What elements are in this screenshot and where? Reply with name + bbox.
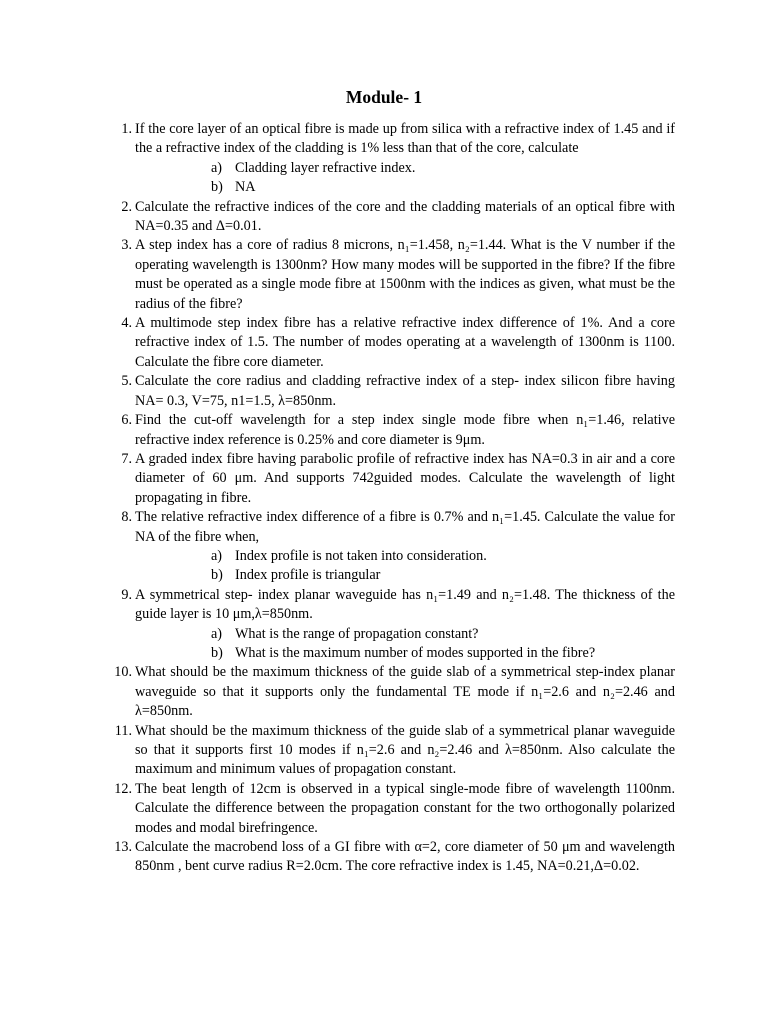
question-item bbox=[100, 780, 675, 838]
question-text: Calculate the core radius and cladding refractive index of a step- index silicon fibre having NA= 0.3, V=75, n1=1.5, λ=850nm. bbox=[135, 373, 675, 409]
sub-question-text: What is the range of propagation constant? bbox=[235, 625, 479, 642]
question-number: 13. bbox=[114, 839, 132, 856]
sub-question-label: b) bbox=[211, 179, 223, 196]
page-title: Module- 1 bbox=[345, 87, 423, 107]
question-number: 8. bbox=[121, 509, 132, 526]
question-item bbox=[100, 236, 675, 314]
question-text: Calculate the refractive indices of the core and the cladding materials of an optical fibre with NA=0.35 and Δ=0.01. bbox=[135, 198, 675, 235]
question-text: A step index has a core of radius 8 microns, n₁=1.458, n₂=1.44. What is the V number if the operating wavelength is 1300nm? How many modes will be supported in the fibre? If the fibre must be operated as a single mode fibre at 1500nm with the indices as given, what must be the radius of the fibre? bbox=[135, 237, 675, 312]
sub-question-item bbox=[100, 159, 675, 178]
sub-question-label: b) bbox=[211, 567, 223, 584]
sub-question-label: a) bbox=[211, 159, 223, 176]
sub-question-label: a) bbox=[211, 547, 223, 564]
question-text: A multimode step index fibre has a relative refractive index difference of 1%. And a core refractive index of 1.5. The number of modes operating at a wavelength of 1300nm is 1100. Calculate the fibre core diameter. bbox=[135, 315, 675, 370]
question-number: 7. bbox=[121, 450, 132, 467]
question-number: 4. bbox=[121, 315, 132, 332]
sub-question-text: NA bbox=[235, 179, 256, 196]
question-text: A symmetrical step- index planar waveguide has n₁=1.49 and n₂=1.48. The thickness of the guide layer is 10 μm,λ=850nm. bbox=[135, 586, 675, 623]
sub-question-label: b) bbox=[211, 644, 223, 661]
question-item bbox=[100, 198, 675, 237]
question-text: A graded index fibre having parabolic profile of refractive index has NA=0.3 in air and a core diameter of 60 μm. And supports 742guided modes. Calculate the wavelength of light propagating in fibre. bbox=[135, 450, 675, 506]
question-number: 11. bbox=[114, 722, 132, 739]
question-text: If the core layer of an optical fibre is made up from silica with a refractive index of 1.45 and if the a refractive index of the cladding is 1% less than that of the core, calculate bbox=[135, 121, 675, 157]
question-item bbox=[100, 314, 675, 372]
question-number: 2. bbox=[121, 198, 132, 215]
question-number: 6. bbox=[121, 412, 132, 429]
question-text: The beat length of 12cm is observed in a typical single-mode fibre of wavelength 1100nm. Calculate the difference between the propagation constant for the two orthogonally polarized modes and modal birefringence. bbox=[135, 780, 675, 836]
sub-question-label: a) bbox=[211, 625, 223, 642]
question-text: What should be the maximum thickness of the guide slab of a symmetrical planar waveguide so that it supports first 10 modes if n₁=2.6 and n₂=2.46 and λ=850nm. Also calculate the maximum and minimum values of propagation constant. bbox=[135, 722, 675, 778]
question-number: 3. bbox=[121, 237, 132, 254]
question-text: Calculate the macrobend loss of a GI fibre with α=2, core diameter of 50 μm and wavelength 850nm , bent curve radius R=2.0cm. The core refractive index is 1.45, NA=0.21,Δ=0.02. bbox=[135, 839, 675, 875]
sub-question-item bbox=[100, 178, 675, 197]
question-text: Find the cut-off wavelength for a step index single mode fibre when n₁=1.46, relative refractive index reference is 0.25% and core diameter is 9μm. bbox=[135, 412, 675, 448]
sub-question-text: Cladding layer refractive index. bbox=[235, 159, 416, 176]
question-item bbox=[100, 722, 675, 780]
sub-question-item bbox=[100, 625, 675, 644]
question-number: 9. bbox=[121, 586, 132, 603]
sub-question-item bbox=[100, 644, 675, 663]
question-number: 5. bbox=[121, 373, 132, 390]
question-item bbox=[100, 508, 675, 547]
question-list bbox=[100, 120, 675, 877]
question-text: The relative refractive index difference of a fibre is 0.7% and n₁=1.45. Calculate the value for NA of the fibre when, bbox=[135, 509, 675, 545]
question-item bbox=[100, 586, 675, 625]
question-item bbox=[100, 663, 675, 721]
question-number: 1. bbox=[121, 121, 132, 137]
question-item bbox=[100, 450, 675, 508]
question-number: 12. bbox=[114, 780, 132, 797]
question-text: What should be the maximum thickness of the guide slab of a symmetrical step-index planar waveguide so that it supports only the fundamental TE mode if n₁=2.6 and n₂=2.46 and λ=850nm. bbox=[135, 664, 675, 720]
question-item bbox=[100, 372, 675, 411]
sub-question-text: What is the maximum number of modes supported in the fibre? bbox=[235, 644, 596, 661]
question-item bbox=[100, 411, 675, 450]
question-item bbox=[100, 120, 675, 159]
question-item bbox=[100, 838, 675, 877]
sub-question-text: Index profile is triangular bbox=[235, 567, 381, 584]
sub-question-item bbox=[100, 547, 675, 566]
question-number: 10. bbox=[114, 664, 132, 681]
sub-question-item bbox=[100, 566, 675, 585]
sub-question-text: Index profile is not taken into consideration. bbox=[235, 547, 487, 564]
